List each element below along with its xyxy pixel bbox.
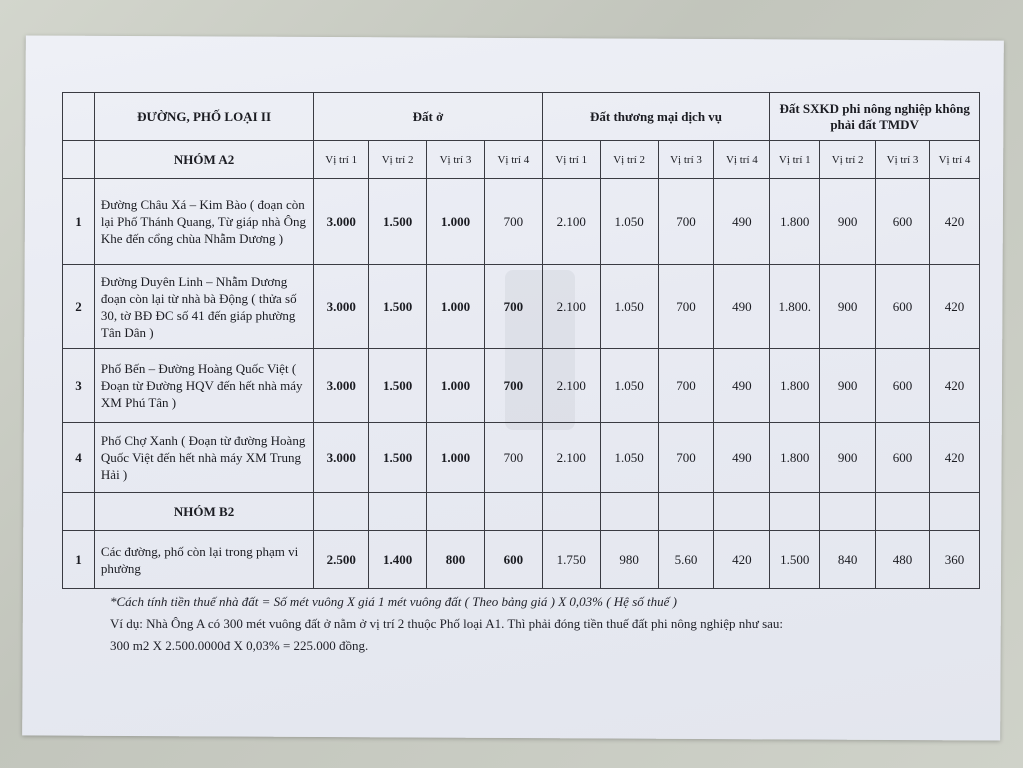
calculation-note: 300 m2 X 2.500.0000đ X 0,03% = 225.000 đồng.	[110, 638, 369, 653]
price-cell: 3.000	[314, 423, 369, 493]
header-residential: Đất ở	[314, 93, 543, 141]
header-sxkd: Đất SXKD phi nông nghiệp không phải đất TMDV	[770, 93, 980, 141]
price-cell: 700	[484, 423, 542, 493]
tax-formula-note: *Cách tính tiền thuế nhà đất = Số mét vuông X giá 1 mét vuông đất ( Theo bảng giá ) X 0,03% ( Hệ số thuế )	[110, 594, 677, 609]
price-cell: 490	[714, 265, 770, 349]
table-header-row	[63, 93, 980, 141]
position-label: Vị trí 1	[542, 141, 600, 179]
position-label: Vị trí 3	[876, 141, 930, 179]
position-label: Vị trí 2	[600, 141, 658, 179]
table-row	[63, 531, 980, 589]
position-label: Vị trí 3	[658, 141, 714, 179]
price-cell: 490	[714, 423, 770, 493]
position-label: Vị trí 4	[484, 141, 542, 179]
price-cell: 1.000	[427, 423, 485, 493]
price-cell: 600	[876, 349, 930, 423]
price-cell: 840	[820, 531, 876, 589]
price-cell: 3.000	[314, 179, 369, 265]
table-row	[63, 179, 980, 265]
position-header-row	[63, 141, 980, 179]
row-index: 4	[63, 423, 95, 493]
price-cell: 1.800	[770, 423, 820, 493]
price-cell: 5.60	[658, 531, 714, 589]
position-label: Vị trí 4	[929, 141, 979, 179]
price-cell: 1.400	[369, 531, 427, 589]
price-cell: 480	[876, 531, 930, 589]
price-cell: 2.500	[314, 531, 369, 589]
row-index: 1	[63, 179, 95, 265]
example-note: Ví dụ: Nhà Ông A có 300 mét vuông đất ở nằm ở vị trí 2 thuộc Phố loại A1. Thì phải đóng tiền thuế đất phi nông nghiệp như sau:	[110, 616, 784, 631]
price-cell: 700	[658, 179, 714, 265]
price-cell: 700	[658, 349, 714, 423]
price-cell: 980	[600, 531, 658, 589]
table-row	[63, 349, 980, 423]
price-cell: 1.050	[600, 423, 658, 493]
position-label: Vị trí 3	[427, 141, 485, 179]
price-cell: 700	[484, 349, 542, 423]
price-cell: 420	[929, 349, 979, 423]
price-cell: 900	[820, 423, 876, 493]
row-index: 2	[63, 265, 95, 349]
price-cell: 1.800	[770, 179, 820, 265]
price-cell: 2.100	[542, 423, 600, 493]
group-row	[63, 493, 980, 531]
price-cell: 420	[929, 179, 979, 265]
price-cell: 1.000	[427, 179, 485, 265]
price-cell: 1.800.	[770, 265, 820, 349]
road-description: Phố Chợ Xanh ( Đoạn từ đường Hoàng Quốc Việt đến hết nhà máy XM Trung Hải )	[94, 423, 313, 493]
price-cell: 700	[658, 265, 714, 349]
price-cell: 2.100	[542, 179, 600, 265]
price-cell: 1.500	[369, 179, 427, 265]
price-cell: 420	[714, 531, 770, 589]
position-label: Vị trí 2	[369, 141, 427, 179]
group-index-cell	[63, 141, 95, 179]
price-cell: 700	[484, 179, 542, 265]
price-cell: 2.100	[542, 265, 600, 349]
position-label: Vị trí 4	[714, 141, 770, 179]
price-cell: 600	[876, 265, 930, 349]
row-index: 3	[63, 349, 95, 423]
price-cell: 1.500	[369, 423, 427, 493]
price-cell: 900	[820, 349, 876, 423]
table-row	[63, 265, 980, 349]
price-cell: 490	[714, 179, 770, 265]
price-cell: 1.050	[600, 179, 658, 265]
road-description: Đường Châu Xá – Kim Bào ( đoạn còn lại Phố Thánh Quang, Từ giáp nhà Ông Khe đến cổng chùa Nhẫm Dương )	[94, 179, 313, 265]
price-cell: 1.050	[600, 265, 658, 349]
price-cell: 900	[820, 179, 876, 265]
position-label: Vị trí 1	[770, 141, 820, 179]
group-b2-label: NHÓM B2	[94, 493, 313, 531]
price-cell: 1.800	[770, 349, 820, 423]
road-description: Đường Duyên Linh – Nhẫm Dương đoạn còn lại từ nhà bà Động ( thửa số 30, tờ BĐ ĐC số 41 đến giáp phường Tân Dân )	[94, 265, 313, 349]
price-cell: 2.100	[542, 349, 600, 423]
group-index-cell	[63, 493, 95, 531]
header-commercial: Đất thương mại dịch vụ	[542, 93, 770, 141]
price-cell: 700	[658, 423, 714, 493]
header-index-cell	[63, 93, 95, 141]
road-description: Phố Bến – Đường Hoàng Quốc Việt ( Đoạn từ Đường HQV đến hết nhà máy XM Phú Tân )	[94, 349, 313, 423]
position-label: Vị trí 2	[820, 141, 876, 179]
price-cell: 700	[484, 265, 542, 349]
price-cell: 3.000	[314, 265, 369, 349]
price-cell: 800	[427, 531, 485, 589]
price-cell: 1.500	[369, 265, 427, 349]
price-cell: 1.000	[427, 265, 485, 349]
header-road-type: ĐƯỜNG, PHỐ LOẠI II	[94, 93, 313, 141]
price-cell: 1.050	[600, 349, 658, 423]
price-cell: 360	[929, 531, 979, 589]
price-cell: 3.000	[314, 349, 369, 423]
row-index: 1	[63, 531, 95, 589]
price-cell: 900	[820, 265, 876, 349]
price-cell: 420	[929, 265, 979, 349]
price-cell: 1.750	[542, 531, 600, 589]
price-cell: 600	[876, 179, 930, 265]
price-cell: 600	[484, 531, 542, 589]
road-description: Các đường, phố còn lại trong phạm vi phường	[94, 531, 313, 589]
group-a2-label: NHÓM A2	[94, 141, 313, 179]
price-cell: 1.500	[369, 349, 427, 423]
price-cell: 420	[929, 423, 979, 493]
price-cell: 1.500	[770, 531, 820, 589]
notes-section	[110, 592, 970, 658]
land-price-table	[62, 92, 980, 589]
table-row	[63, 423, 980, 493]
price-cell: 490	[714, 349, 770, 423]
price-cell: 1.000	[427, 349, 485, 423]
price-cell: 600	[876, 423, 930, 493]
position-label: Vị trí 1	[314, 141, 369, 179]
